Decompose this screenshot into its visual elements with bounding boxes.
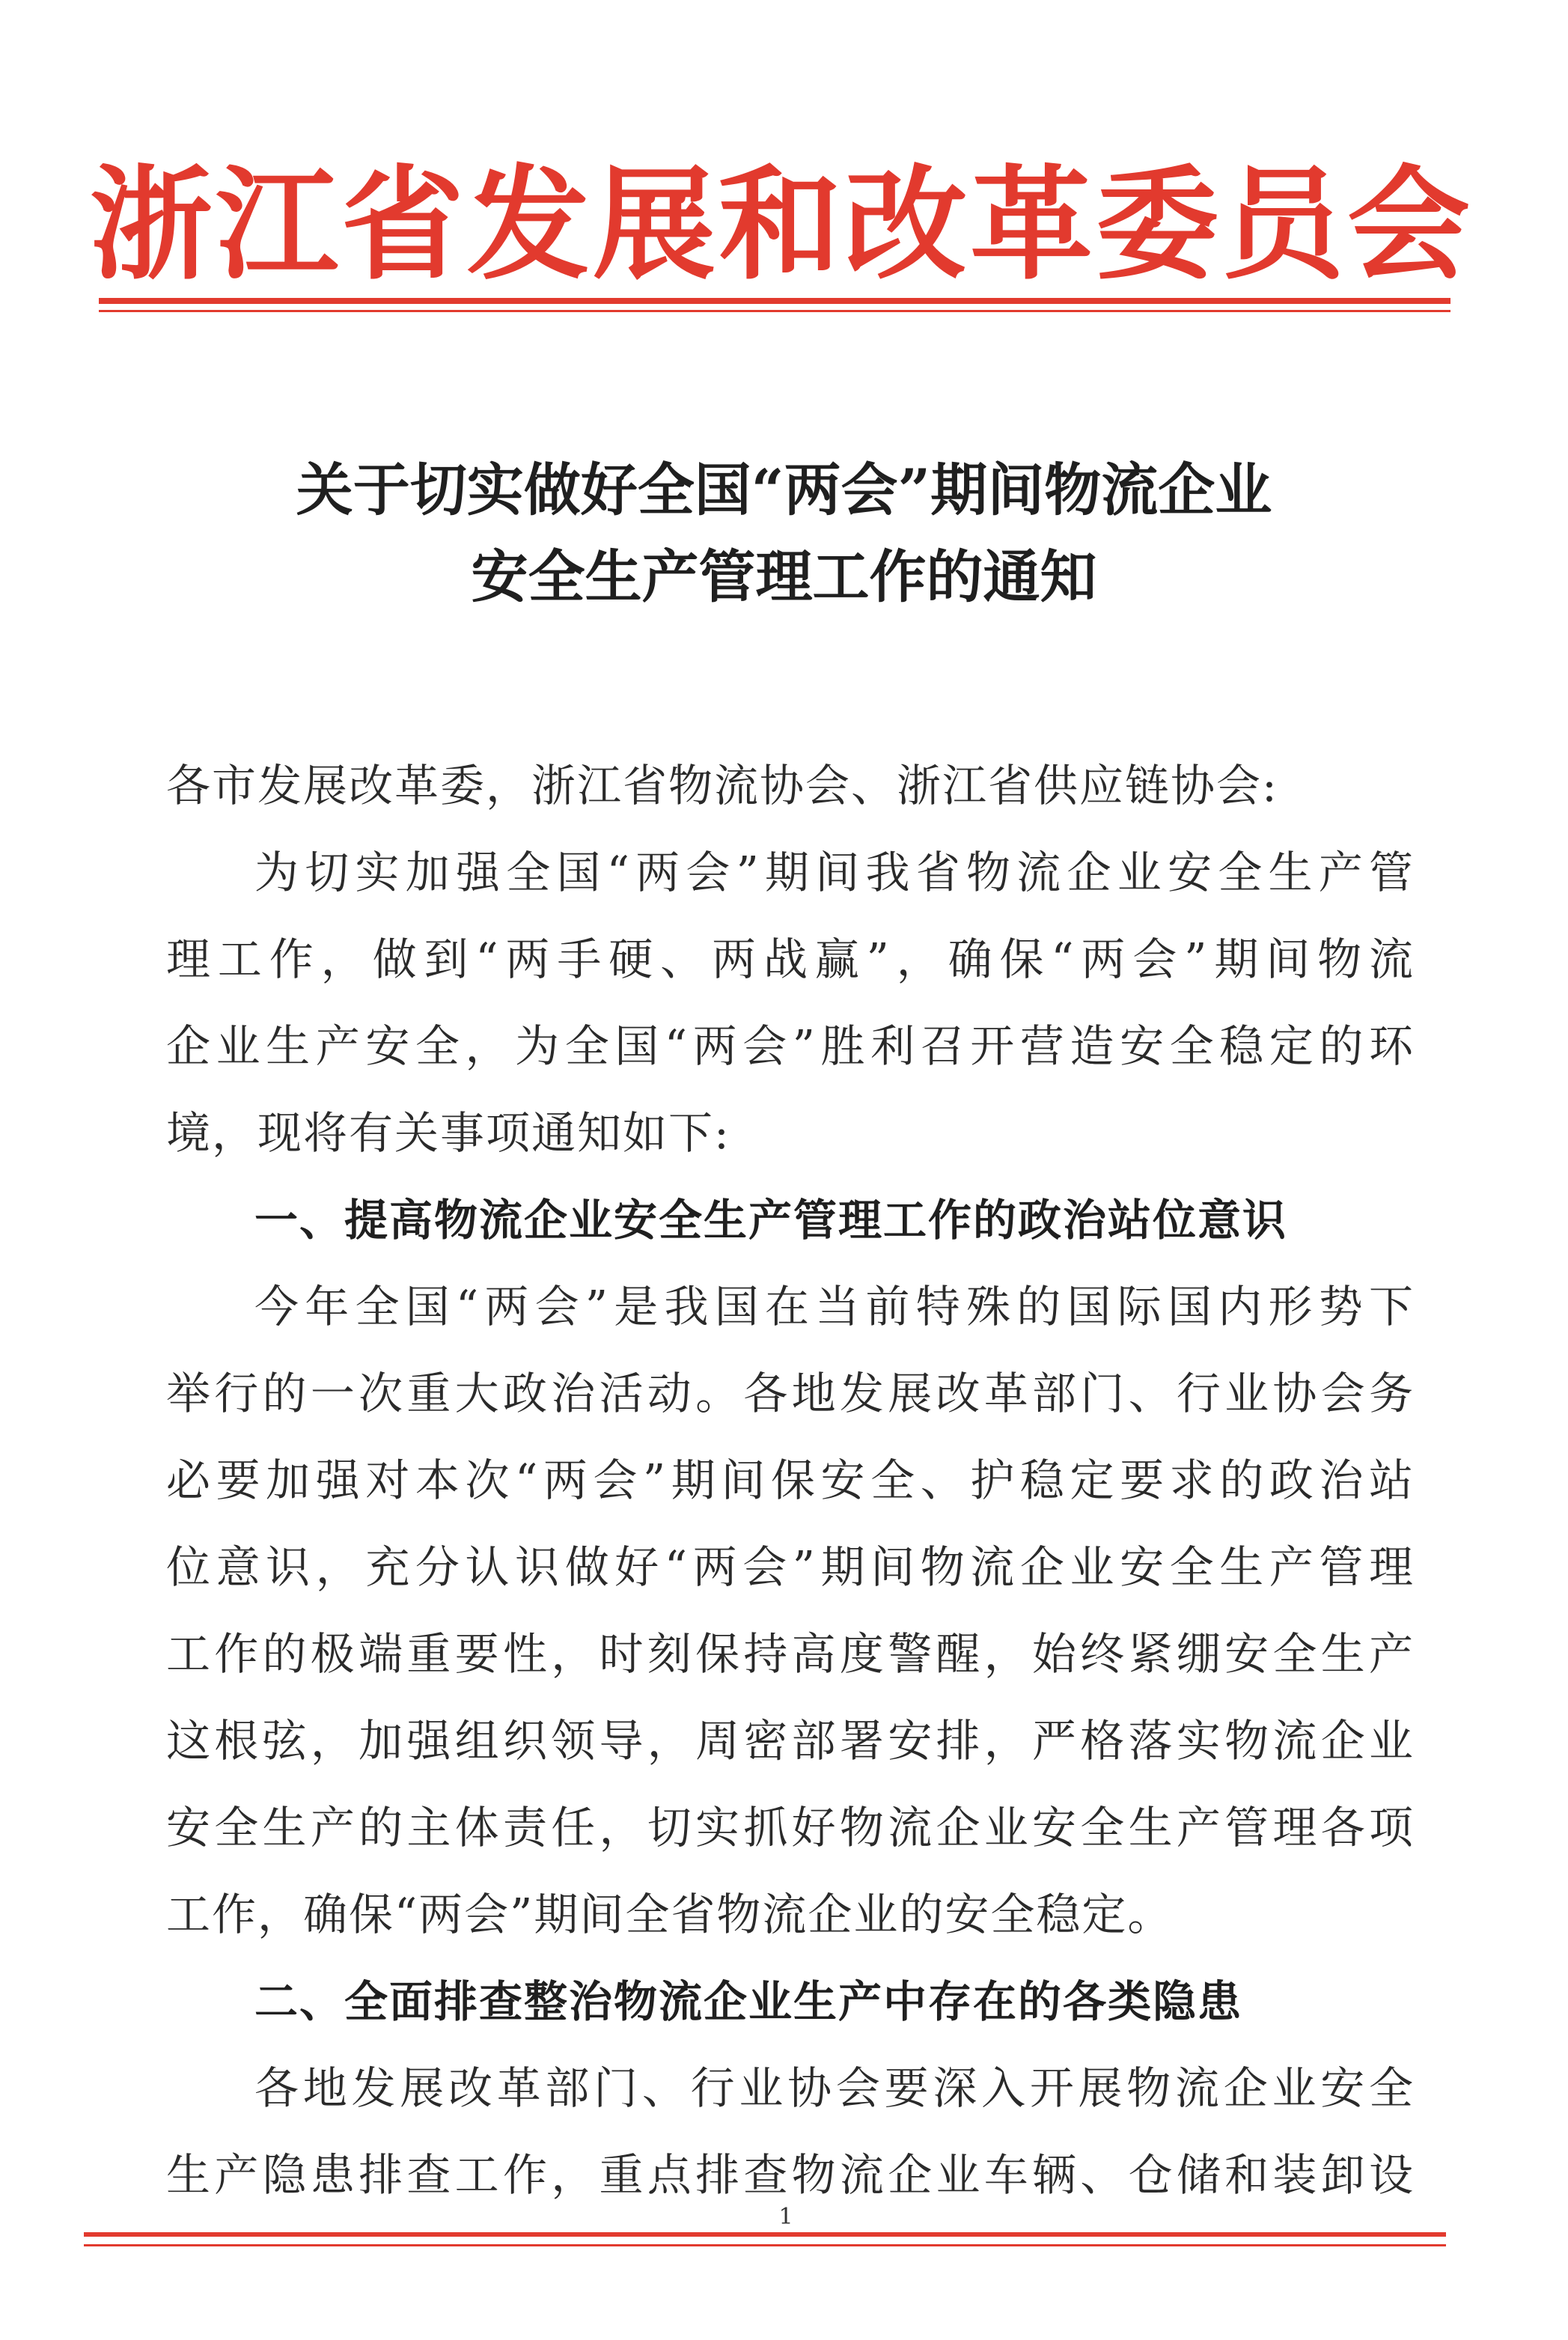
page-number: 1: [778, 2204, 793, 2230]
section-1-line: 工作的极端重要性，时刻保持高度警醒，始终紧绷安全生产: [166, 1628, 1415, 1680]
section-2-line: 各地发展改革部门、行业协会要深入开展物流企业安全: [254, 2062, 1415, 2114]
section-1-line: 工作，确保“两会”期间全省物流企业的安全稳定。: [166, 1889, 1174, 1940]
footer-rule-thick: [84, 2232, 1446, 2237]
intro-line: 为切实加强全国“两会”期间我省物流企业安全生产管: [254, 847, 1415, 898]
section-1-line: 位意识，充分认识做好“两会”期间物流企业安全生产管理: [166, 1541, 1415, 1593]
letterhead-rule-thick: [99, 298, 1450, 304]
letterhead-rule-thin: [99, 310, 1450, 312]
intro-line: 企业生产安全，为全国“两会”胜利召开营造安全稳定的环: [166, 1020, 1415, 1072]
intro-line: 境，现将有关事项通知如下:: [166, 1107, 730, 1159]
section-1-line: 举行的一次重大政治活动。各地发展改革部门、行业协会务: [166, 1368, 1415, 1419]
section-1-heading: 一、提高物流企业安全生产管理工作的政治站位意识: [254, 1195, 1288, 1246]
intro-line: 理工作，做到“两手硬、两战赢”，确保“两会”期间物流: [166, 933, 1415, 985]
section-1-line: 这根弦，加强组织领导，周密部署安排，严格落实物流企业: [166, 1715, 1415, 1767]
section-1-line: 安全生产的主体责任，切实抓好物流企业安全生产管理各项: [166, 1802, 1415, 1853]
salutation: 各市发展改革委，浙江省物流协会、浙江省供应链协会:: [166, 760, 1278, 811]
section-2-line: 生产隐患排查工作，重点排查物流企业车辆、仓储和装卸设: [166, 2149, 1415, 2201]
section-2-heading: 二、全面排查整治物流企业生产中存在的各类隐患: [254, 1976, 1243, 2027]
document-title-line-2: 安全生产管理工作的通知: [471, 543, 1097, 610]
footer-rule-thin: [84, 2244, 1446, 2246]
document-body: [166, 743, 1415, 2219]
letterhead-title: 浙江省发展和改革委员会: [90, 152, 1474, 296]
document-title-line-1: 关于切实做好全国“两会”期间物流企业: [296, 457, 1272, 523]
section-1-line: 今年全国“两会”是我国在当前特殊的国际国内形势下: [254, 1281, 1415, 1332]
section-1-line: 必要加强对本次“两会”期间保安全、护稳定要求的政治站: [166, 1454, 1415, 1506]
